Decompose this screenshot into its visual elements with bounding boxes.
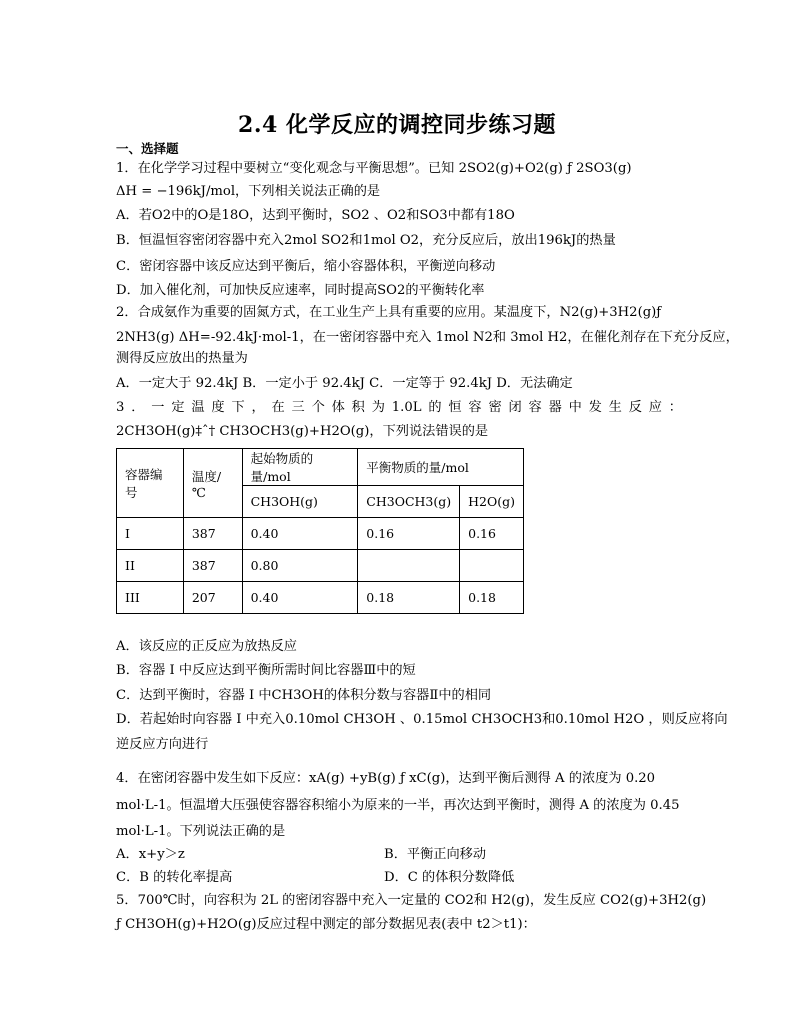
data-table xyxy=(116,448,524,614)
q3-option-a: A．该反应的正反应为放热反应 xyxy=(116,639,297,654)
q2-stem-line1: 2．合成氨作为重要的固氮方式，在工业生产上具有重要的应用。某温度下，N2(g)+3H2(g)ƒ xyxy=(116,305,662,320)
q2-stem-line2: 2NH3(g) ΔH=-92.4kJ·mol-1，在一密闭容器中充入 1mol N2和 3mol H2，在催化剂存在下充分反应， xyxy=(116,330,739,345)
q1-option-b: B．恒温恒容密闭容器中充入2mol SO2和1mol O2，充分反应后，放出196kJ的热量 xyxy=(116,233,616,248)
table-row xyxy=(117,582,524,614)
q4-options-row2 xyxy=(116,869,682,887)
page-title: 2.4 化学反应的调控同步练习题 xyxy=(238,112,556,138)
q5-stem-line1: 5．700℃时，向容积为 2L 的密闭容器中充入一定量的 CO2和 H2(g)，发生反应 CO2(g)+3H2(g) xyxy=(116,893,707,908)
q4-stem-line1: 4．在密闭容器中发生如下反应：xA(g) +yB(g) ƒ xC(g)，达到平衡后测得 A 的浓度为 0.20 xyxy=(116,771,656,786)
header-h2o: H2O(g) xyxy=(460,486,524,518)
q3-option-d-line1: D．若起始时向容器 I 中充入0.10mol CH3OH 、0.15mol CH3OCH3和0.10mol H2O ，则反应将向 xyxy=(116,712,728,727)
cell-start: 0.40 xyxy=(242,518,358,550)
cell-container: III xyxy=(117,582,184,614)
q1-option-d: D．加入催化剂，可加快反应速率，同时提高SO2的平衡转化率 xyxy=(116,283,485,298)
q1-stem-line1: 1．在化学学习过程中要树立“变化观念与平衡思想”。已知 2SO2(g)+O2(g) ƒ 2SO3(g) xyxy=(116,161,632,176)
q3-option-c: C．达到平衡时，容器 I 中CH3OH的体积分数与容器Ⅱ中的相同 xyxy=(116,688,492,703)
q4-option-a: A．x+y＞z xyxy=(116,847,185,862)
cell-h2o: 0.18 xyxy=(460,582,524,614)
section-heading: 一、选择题 xyxy=(116,141,179,156)
cell-ch3och3: 0.16 xyxy=(358,518,460,550)
q1-option-a: A．若O2中的O是18O，达到平衡时，SO2 、O2和SO3中都有18O xyxy=(116,208,515,223)
q3-stem-line2: 2CH3OH(g)‡ˆ† CH3OCH3(g)+H2O(g)，下列说法错误的是 xyxy=(116,424,489,439)
q4-options-row1 xyxy=(116,846,682,864)
table-header-row xyxy=(117,449,524,486)
q5-stem-line2: ƒ CH3OH(g)+H2O(g)反应过程中测定的部分数据见表(表中 t2＞t1)： xyxy=(116,917,536,932)
q4-stem-line3: mol·L-1。下列说法正确的是 xyxy=(116,824,286,839)
q3-option-b: B．容器 I 中反应达到平衡所需时间比容器Ⅲ中的短 xyxy=(116,663,416,678)
cell-start: 0.80 xyxy=(242,550,358,582)
table-row xyxy=(117,518,524,550)
cell-h2o xyxy=(460,550,524,582)
header-equilibrium-amount: 平衡物质的量/mol xyxy=(358,449,524,486)
cell-ch3och3 xyxy=(358,550,460,582)
cell-container: II xyxy=(117,550,184,582)
q4-option-d: D．C 的体积分数降低 xyxy=(384,870,515,885)
q2-stem-line3: 测得反应放出的热量为 xyxy=(116,351,248,366)
table-row xyxy=(117,550,524,582)
header-container: 容器编号 xyxy=(117,449,184,518)
header-ch3oh: CH3OH(g) xyxy=(242,486,358,518)
q2-options: A．一定大于 92.4kJ B．一定小于 92.4kJ C．一定等于 92.4kJ D．无法确定 xyxy=(116,376,573,391)
cell-h2o: 0.16 xyxy=(460,518,524,550)
q1-stem-line2: ΔH = −196kJ/mol，下列相关说法正确的是 xyxy=(116,184,381,199)
header-ch3och3: CH3OCH3(g) xyxy=(358,486,460,518)
q4-option-b: B．平衡正向移动 xyxy=(384,847,487,862)
cell-temp: 387 xyxy=(183,550,242,582)
cell-temp: 207 xyxy=(183,582,242,614)
header-start-amount: 起始物质的量/mol xyxy=(242,449,358,486)
q3-stem-line1: 3．一定温度下，在三个体积为1.0L的恒容密闭容器中发生反应： xyxy=(116,400,682,415)
cell-container: I xyxy=(117,518,184,550)
cell-temp: 387 xyxy=(183,518,242,550)
q1-option-c: C．密闭容器中该反应达到平衡后，缩小容器体积，平衡逆向移动 xyxy=(116,259,496,274)
header-temperature: 温度/℃ xyxy=(183,449,242,518)
q4-stem-line2: mol·L-1。恒温增大压强使容器容积缩小为原来的一半，再次达到平衡时，测得 A 的浓度为 0.45 xyxy=(116,798,680,813)
cell-ch3och3: 0.18 xyxy=(358,582,460,614)
cell-start: 0.40 xyxy=(242,582,358,614)
q4-option-c: C．B 的转化率提高 xyxy=(116,870,233,885)
q3-option-d-line2: 逆反应方向进行 xyxy=(116,737,209,752)
